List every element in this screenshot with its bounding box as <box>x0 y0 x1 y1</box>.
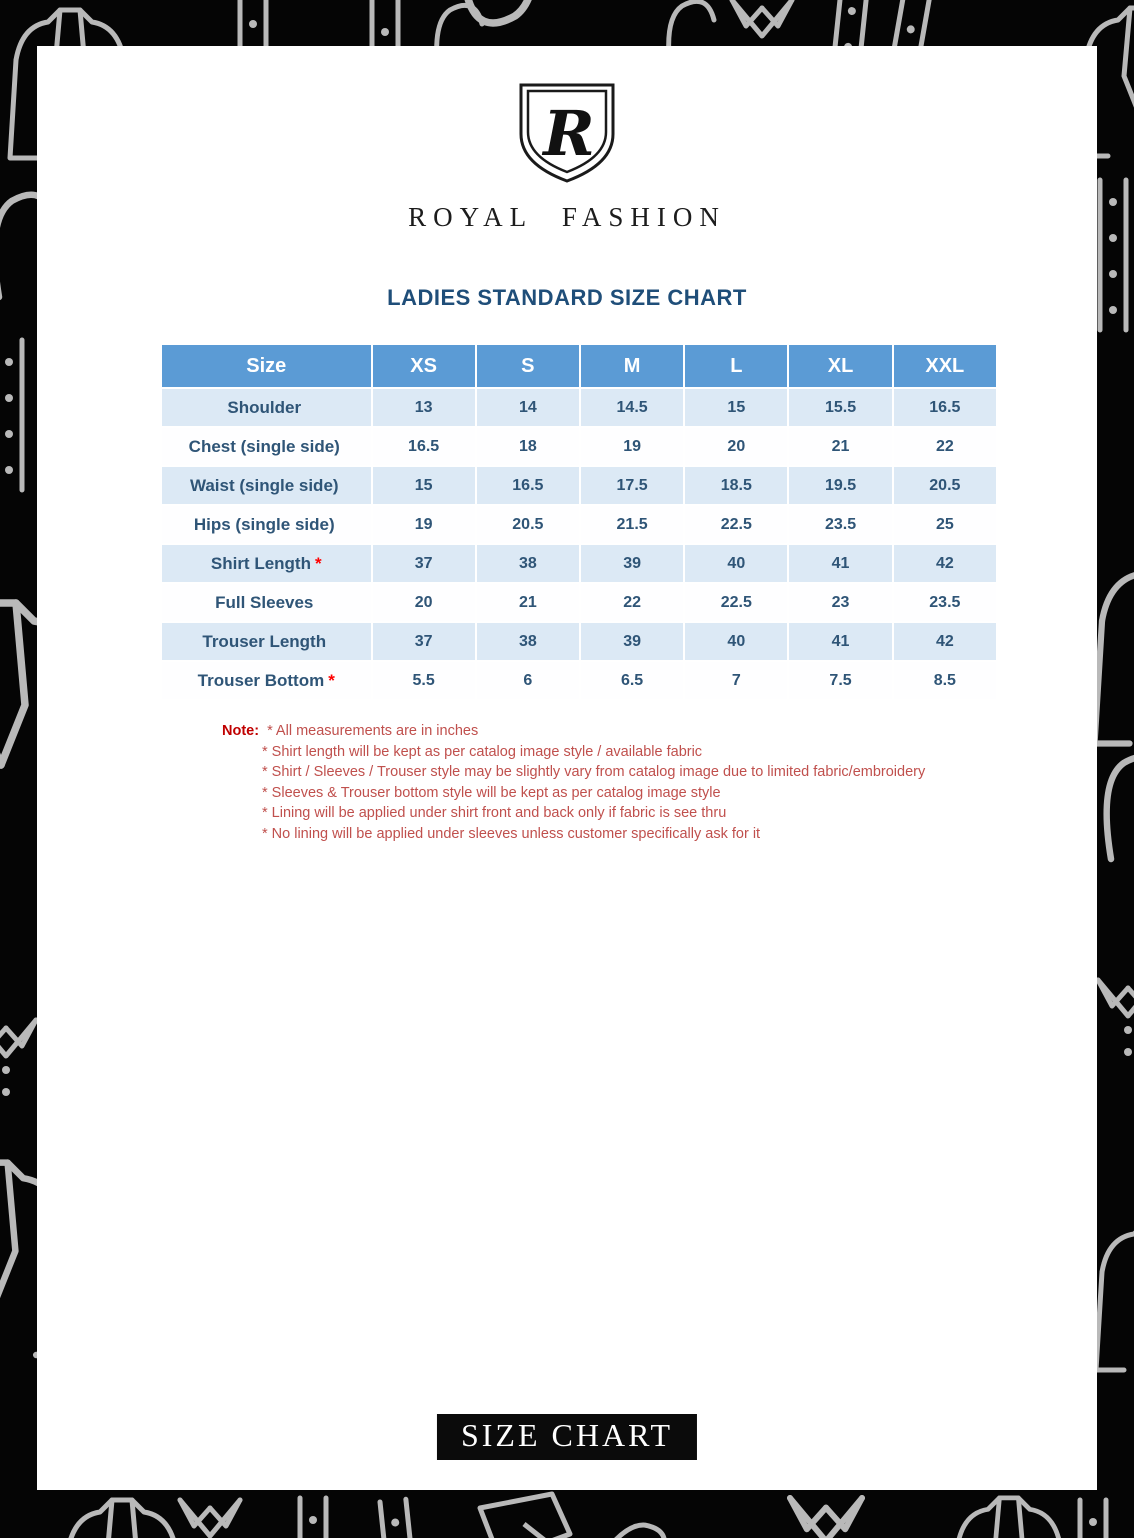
table-row <box>162 545 996 582</box>
size-value: 6.5 <box>581 662 683 699</box>
size-value: 22 <box>894 428 996 465</box>
brand-name: ROYAL FASHION <box>408 202 726 232</box>
size-value: 20 <box>373 584 475 621</box>
size-value: 16.5 <box>373 428 475 465</box>
size-value: 17.5 <box>581 467 683 504</box>
brand-logo-block <box>37 82 1097 233</box>
size-value: 21 <box>477 584 579 621</box>
size-value: 16.5 <box>894 389 996 426</box>
size-value: 19.5 <box>789 467 891 504</box>
column-header-xs: XS <box>373 345 475 387</box>
row-label: Waist (single side) <box>162 467 371 504</box>
page-title: LADIES STANDARD SIZE CHART <box>387 285 747 310</box>
size-value: 38 <box>477 545 579 582</box>
size-value: 18 <box>477 428 579 465</box>
size-value: 22.5 <box>685 506 787 543</box>
table-row <box>162 467 996 504</box>
column-header-xl: XL <box>789 345 891 387</box>
column-header-size: Size <box>162 345 371 387</box>
size-value: 37 <box>373 623 475 660</box>
required-asterisk: * <box>314 553 322 573</box>
note-line: * Sleeves & Trouser bottom style will be kept as per catalog image style <box>262 784 721 801</box>
note-line: Note: * All measurements are in inches <box>222 723 479 739</box>
row-label: Full Sleeves <box>162 584 371 621</box>
size-value: 6 <box>477 662 579 699</box>
size-value: 15 <box>685 389 787 426</box>
size-value: 41 <box>789 623 891 660</box>
size-value: 23.5 <box>789 506 891 543</box>
size-value: 20.5 <box>477 506 579 543</box>
row-label: Trouser Bottom * <box>162 662 371 699</box>
column-header-l: L <box>685 345 787 387</box>
size-value: 19 <box>373 506 475 543</box>
size-value: 7 <box>685 662 787 699</box>
size-value: 39 <box>581 623 683 660</box>
size-value: 42 <box>894 545 996 582</box>
note-label: Note: <box>222 723 260 739</box>
size-value: 15 <box>373 467 475 504</box>
table-row <box>162 623 996 660</box>
size-value: 19 <box>581 428 683 465</box>
size-value: 22.5 <box>685 584 787 621</box>
notes <box>222 721 925 844</box>
size-value: 40 <box>685 623 787 660</box>
table-row <box>162 662 996 699</box>
row-label: Shoulder <box>162 389 371 426</box>
size-value: 13 <box>373 389 475 426</box>
table-row <box>162 389 996 426</box>
column-header-xxl: XXL <box>894 345 996 387</box>
size-value: 21.5 <box>581 506 683 543</box>
row-label: Chest (single side) <box>162 428 371 465</box>
size-value: 20 <box>685 428 787 465</box>
size-chart-table <box>160 343 998 701</box>
size-value: 16.5 <box>477 467 579 504</box>
table-row <box>162 428 996 465</box>
size-value: 38 <box>477 623 579 660</box>
size-value: 21 <box>789 428 891 465</box>
size-chart-page <box>37 46 1097 1490</box>
table-header-row <box>162 345 996 387</box>
note-line: * No lining will be applied under sleeves unless customer specifically ask for it <box>262 825 761 842</box>
size-value: 20.5 <box>894 467 996 504</box>
size-value: 18.5 <box>685 467 787 504</box>
size-value: 23.5 <box>894 584 996 621</box>
size-value: 39 <box>581 545 683 582</box>
size-value: 40 <box>685 545 787 582</box>
size-value: 37 <box>373 545 475 582</box>
required-asterisk: * <box>328 670 335 690</box>
table-row <box>162 506 996 543</box>
row-label: Shirt Length * <box>162 545 371 582</box>
column-header-m: M <box>581 345 683 387</box>
note-line: * Shirt / Sleeves / Trouser style may be slightly vary from catalog image due to limited fabric/embroidery <box>262 764 926 780</box>
size-value: 25 <box>894 506 996 543</box>
size-value: 42 <box>894 623 996 660</box>
row-label: Trouser Length <box>162 623 371 660</box>
note-line: * Lining will be applied under shirt front and back only if fabric is see thru <box>262 805 727 821</box>
size-value: 23 <box>789 584 891 621</box>
size-value: 15.5 <box>789 389 891 426</box>
size-value: 14.5 <box>581 389 683 426</box>
row-label: Hips (single side) <box>162 506 371 543</box>
size-value: 5.5 <box>373 662 475 699</box>
size-chart-banner: SIZE CHART <box>437 1414 697 1460</box>
size-value: 14 <box>477 389 579 426</box>
size-value: 41 <box>789 545 891 582</box>
brand-shield-icon <box>518 82 616 184</box>
column-header-s: S <box>477 345 579 387</box>
size-value: 8.5 <box>894 662 996 699</box>
brand-monogram: R <box>543 97 595 170</box>
size-value: 7.5 <box>789 662 891 699</box>
size-value: 22 <box>581 584 683 621</box>
note-line: * Shirt length will be kept as per catalog image style / available fabric <box>262 743 703 760</box>
table-row <box>162 584 996 621</box>
